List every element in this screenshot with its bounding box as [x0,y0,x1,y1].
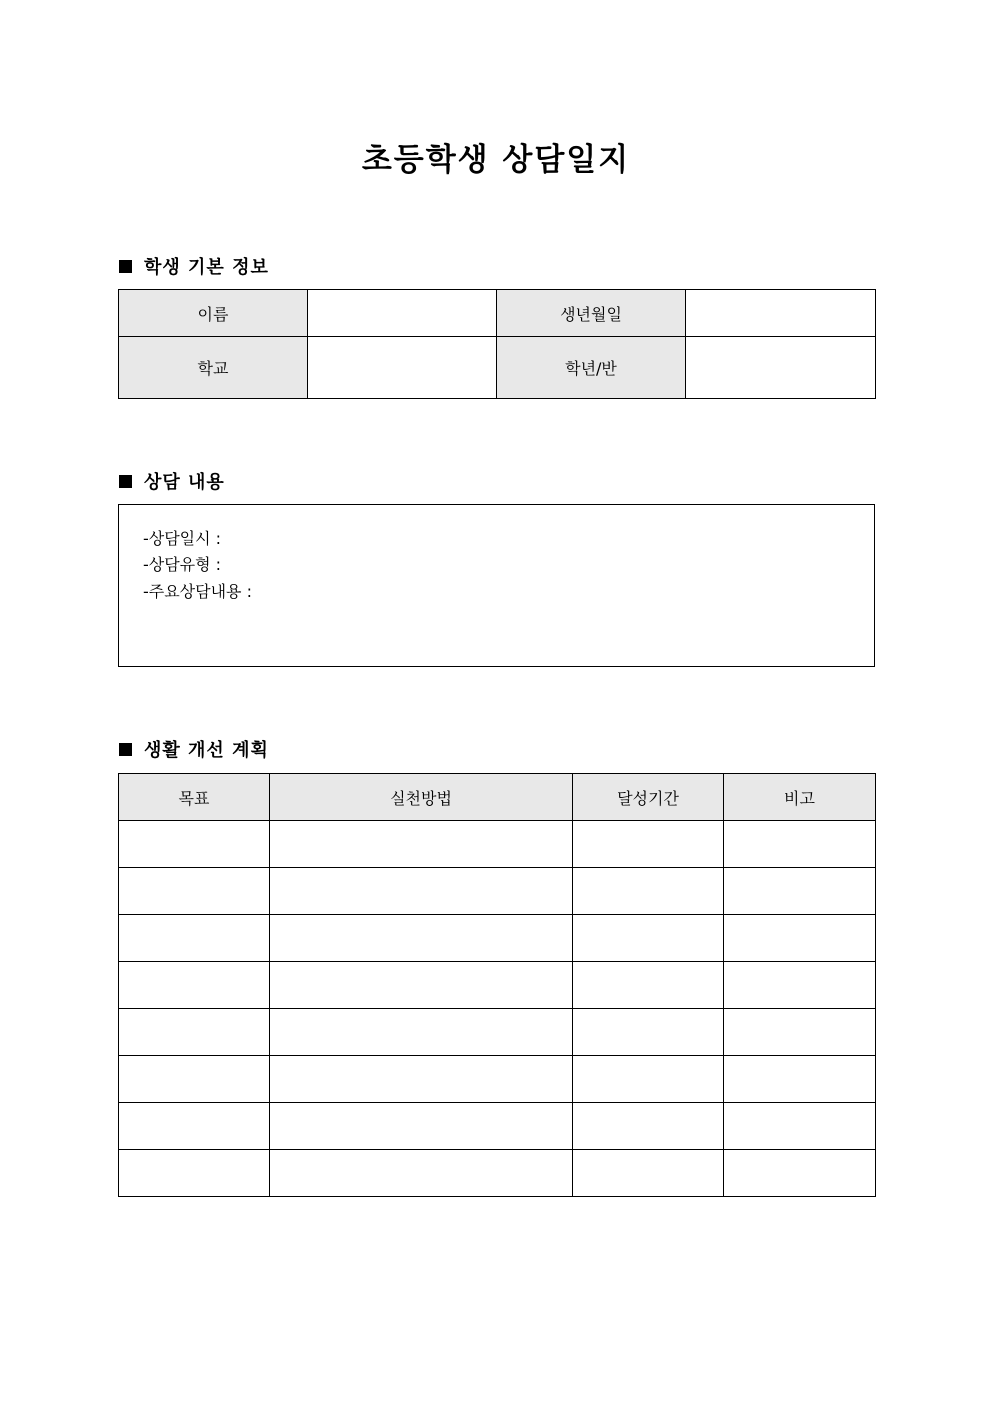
method-cell[interactable] [270,1150,573,1197]
square-bullet-icon [119,475,132,488]
method-cell[interactable] [270,915,573,962]
period-cell[interactable] [573,1150,724,1197]
period-cell[interactable] [573,962,724,1009]
note-cell[interactable] [724,821,876,868]
goal-cell[interactable] [119,1056,270,1103]
school-label: 학교 [119,337,308,399]
table-row [119,1103,876,1150]
note-cell[interactable] [724,1056,876,1103]
counseling-heading [119,468,225,494]
note-cell[interactable] [724,868,876,915]
goal-cell[interactable] [119,1009,270,1056]
goal-cell[interactable] [119,962,270,1009]
goal-column-header: 목표 [119,774,270,821]
plan-heading [119,736,269,762]
counseling-heading-text: 상담 내용 [144,472,225,493]
name-value-cell[interactable] [308,290,497,337]
note-cell[interactable] [724,1009,876,1056]
method-cell[interactable] [270,868,573,915]
method-cell[interactable] [270,1009,573,1056]
goal-cell[interactable] [119,1150,270,1197]
method-cell[interactable] [270,1103,573,1150]
table-row [119,868,876,915]
goal-cell[interactable] [119,1103,270,1150]
period-cell[interactable] [573,868,724,915]
school-value-cell[interactable] [308,337,497,399]
basic-info-table [118,289,876,399]
plan-table [118,773,876,1197]
table-row [119,1150,876,1197]
method-cell[interactable] [270,962,573,1009]
name-label: 이름 [119,290,308,337]
period-column-header: 달성기간 [573,774,724,821]
note-cell[interactable] [724,1103,876,1150]
method-cell[interactable] [270,1056,573,1103]
period-cell[interactable] [573,915,724,962]
period-cell[interactable] [573,1056,724,1103]
table-row [119,821,876,868]
period-cell[interactable] [573,821,724,868]
square-bullet-icon [119,743,132,756]
period-cell[interactable] [573,1009,724,1056]
basic-info-heading [119,253,269,279]
note-column-header: 비고 [724,774,876,821]
counseling-main-content-line: -주요상담내용 : [143,582,252,601]
method-cell[interactable] [270,821,573,868]
grade-class-label: 학년/반 [497,337,686,399]
counseling-date-line: -상담일시 : [143,529,222,548]
basic-info-heading-text: 학생 기본 정보 [144,257,269,278]
grade-class-value-cell[interactable] [686,337,876,399]
note-cell[interactable] [724,915,876,962]
document-title: 초등학생 상담일지 [361,142,631,178]
goal-cell[interactable] [119,915,270,962]
goal-cell[interactable] [119,868,270,915]
counseling-content-box[interactable] [118,504,875,667]
note-cell[interactable] [724,1150,876,1197]
birthdate-value-cell[interactable] [686,290,876,337]
counseling-type-line: -상담유형 : [143,555,222,574]
goal-cell[interactable] [119,821,270,868]
square-bullet-icon [119,260,132,273]
table-row [119,915,876,962]
period-cell[interactable] [573,1103,724,1150]
plan-heading-text: 생활 개선 계획 [144,740,269,761]
method-column-header: 실천방법 [270,774,573,821]
birthdate-label: 생년월일 [497,290,686,337]
note-cell[interactable] [724,962,876,1009]
table-row [119,962,876,1009]
table-row [119,1056,876,1103]
table-row [119,1009,876,1056]
